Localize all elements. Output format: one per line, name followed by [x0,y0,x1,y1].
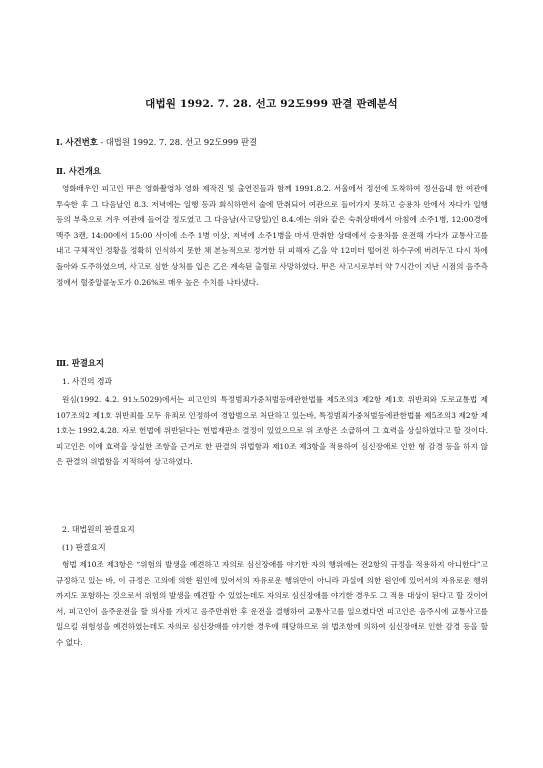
section-3-sub-2a: (1) 판결요지 [62,543,106,552]
section-3-heading: Ⅲ. 판결요지 [56,358,104,368]
document-title: 대법원 1992. 7. 28. 선고 92도999 판결 판례분석 [145,98,398,110]
section-2-heading: Ⅱ. 사건개요 [56,166,101,176]
section-3-body-2: 형법 제10조 제3항은 “위험의 발생을 예견하고 자의로 심신장애를 야기한 자의 행위에는 전2항의 규정을 적용하지 아니한다”고 규정하고 있는 바, 이 규정은 고의에 의한 원인에 있어서의 자유로운 행위만이 아니라 과실에 의한 원인에 있어서의 자유로운 행위까지도 포함하는 것으로서 위험의 발생을 예견할 수 있었는데도 자의로 심신장애를 야기한 경우도 그 적용 대상이 된다고 할 것이어서, 피고인이 음주운전을 할 의사를 가지고 음주만취한 후 운전을 결행하여 교통사고를 일으켰다면 피고인은 음주시에 교통사고를 일으킬 위험성을 예견하였는데도 자의로 심신장애를 야기한 경우에 해당하므로 위 법조항에 의하여 심신장애로 인한 감경 등을 할 수 없다. [56,560,488,647]
section-3-sub-2: 2. 대법원의 판결요지 [62,525,135,534]
section-3-sub-1: 1. 사건의 경과 [62,377,113,386]
section-1-heading: Ⅰ. 사건번호 [56,137,98,147]
section-2-body: 영화배우인 피고인 甲은 영화촬영차 영화 제작진 및 출연진들과 함께 1991.8.2. 서울에서 정선에 도착하여 정선읍내 한 여관에 투숙한 후 그 다음날인 8.3. 저녁에는 일행 등과 회식하면서 술에 만취되어 여관으로 들어가지 못하고 승용차 안에서 자다가 일행 등의 부축으로 겨우 여관에 들어갈 정도였고 그 다음날(사고당일)인 8.4.에는 위와 같은 숙취상태에서 아침에 소주1병, 12:00경에 맥주 3캔, 14:00에서 15:00 사이에 소주 1병 이상, 저녁에 소주1병을 마셔 만취한 상태에서 승용차를 운전해 가다가 교통사고를 내고 구체적인 정황을 정확히 인식하지 못한 채 본능적으로 정거한 뒤 피해자 乙을 약 12미터 떨어진 하수구에 버려두고 다시 차에 돌아와 도주하였으며, 사고로 심한 상처를 입은 乙은 계속된 출혈로 사망하였다. 甲은 사고시로부터 약 7시간이 지난 시점의 음주측정에서 혈중알콜농도가 0.26%로 매우 높은 수치를 나타냈다. [56,184,488,287]
section-1-text: - 대법원 1992. 7. 28. 선고 92도999 판결 [97,137,257,147]
section-1-line [56,136,257,148]
section-3-body-1: 원심(1992. 4.2. 91노5029)에서는 피고인의 특정범죄가중처벌등에관한법률 제5조의3 제2항 제1호 위반죄와 도로교통법 제107조의2 제1호 위반죄를 모두 유죄로 인정하여 경합범으로 처단하고 있는바, 특정범죄가중처벌등에관한법률 제5조의3 제2항 제1호는 1992.4.28. 자로 헌법에 위반된다는 헌법재판소 결정이 있었으므로 위 조항은 소급하여 그 효력을 상실하였다고 할 것이다. 피고인은 이에 효력을 상실한 조항을 근거로 한 판결의 위법함과 제10조 제3항을 적용하여 심신장애로 인한 형 감경 등을 하지 않은 판결의 위법함을 지적하여 상고하였다. [56,395,488,467]
